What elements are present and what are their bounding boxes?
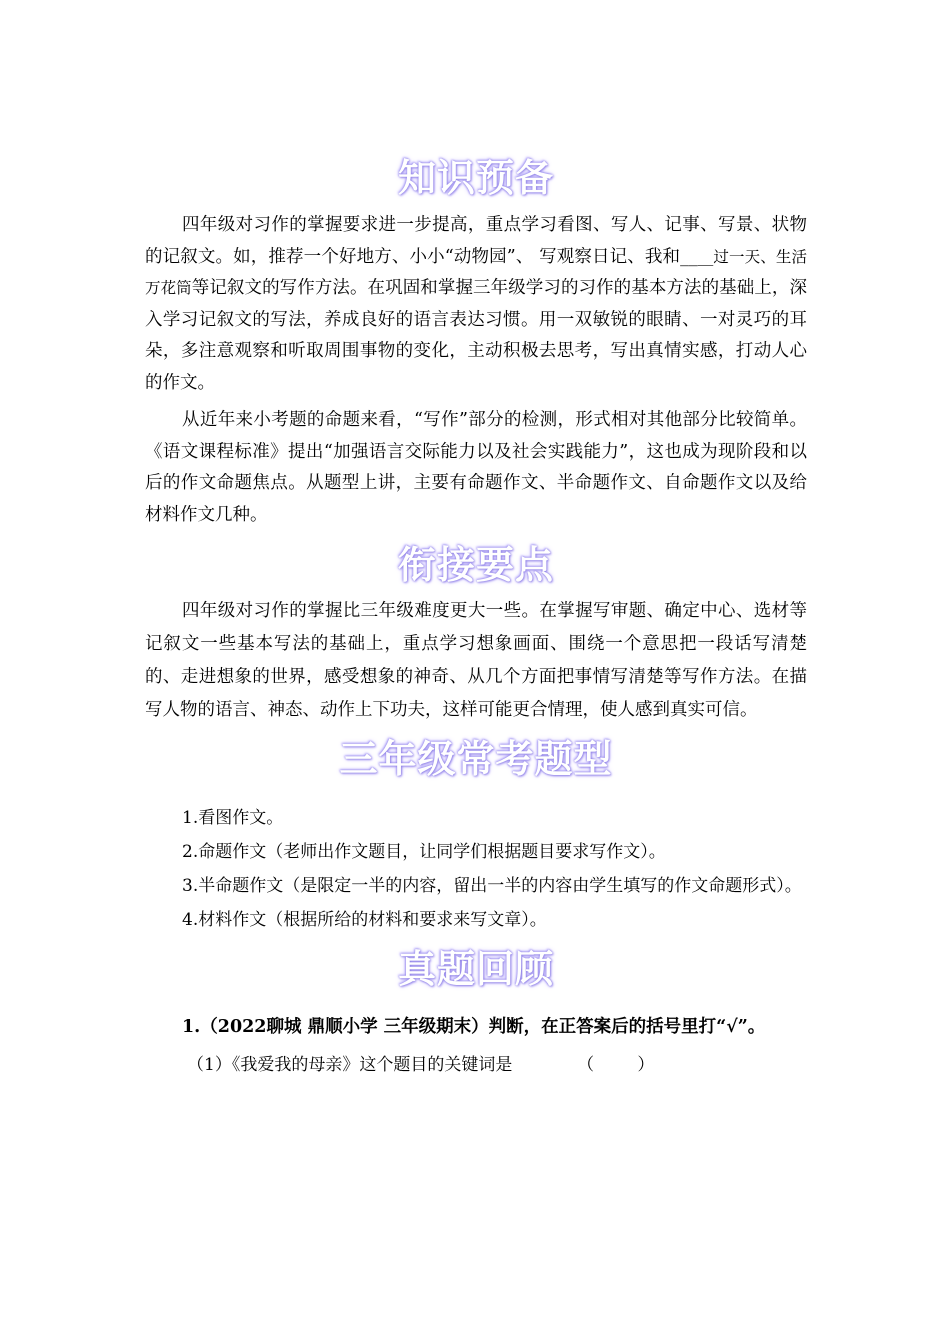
knowledge-paragraph-1 [145, 210, 807, 399]
question-type-item-2: 2.命题作文（老师出作文题目，让同学们根据题目要求写作文）。 [182, 842, 666, 862]
connection-paragraph: 四年级对习作的掌握比三年级难度更大一些。在掌握写审题、确定中心、选材等记叙文一些基本写法的基础上，重点学习想象画面、围绕一个意思把一段话写清楚的、走进想象的世界，感受想象的神奇、从几个方面把事情写清楚等写作方法。在描写人物的语言、神态、动作上下功夫，这样可能更合情理，使人感到真实可信。 [145, 601, 807, 720]
document-content [145, 150, 807, 1081]
section-heading-knowledge: 知识预备 [397, 155, 554, 200]
knowledge-paragraph-2: 从近年来小考题的命题来看，“写作”部分的检测，形式相对其他部分比较简单。《语文课程标准》提出“加强语言交际能力以及社会实践能力”，这也成为现阶段和以后的作文命题焦点。从题型上讲，主要有命题作文、半命题作文、自命题作文以及给材料作文几种。 [145, 410, 807, 525]
knowledge-paragraph-1-part-a: 四年级对习作的掌握要求进一步提高，重点学习看图、写人、记事、写景、状物的记叙文。如，推荐一个好地方、小小“动物园”、 写观察日记、我和__ [145, 215, 807, 267]
section-heading-connection: 衔接要点 [397, 542, 554, 587]
question-type-item-1: 1.看图作文。 [182, 808, 284, 828]
question-type-item-3: 3.半命题作文（是限定一半的内容，留出一半的内容由学生填写的作文命题形式）。 [182, 876, 802, 896]
knowledge-paragraph-1-part-b: __过一天、生活万花筒 [145, 247, 807, 297]
section-heading-past-questions: 真题回顾 [397, 946, 554, 991]
question-1: 1.（2022聊城 鼎顺小学 三年级期末）判断，在正答案后的括号里打“√”。 [182, 1017, 766, 1037]
section-heading-question-types: 三年级常考题型 [339, 736, 613, 781]
question-1-sub-1: （1）《我爱我的母亲》这个题目的关键词是 （ ） [187, 1055, 655, 1075]
question-type-item-4: 4.材料作文（根据所给的材料和要求来写文章）。 [182, 910, 547, 930]
knowledge-paragraph-1-part-c: 等记叙文的写作方法。在巩固和掌握三年级学习的习作的基本方法的基础上，深入学习记叙文的写法，养成良好的语言表达习惯。用一双敏锐的眼睛、一对灵巧的耳朵，多注意观察和听取周围事物的变化，主动积极去思考，写出真情实感，打动人心的作文。 [145, 278, 807, 393]
question-types-list [145, 801, 807, 937]
